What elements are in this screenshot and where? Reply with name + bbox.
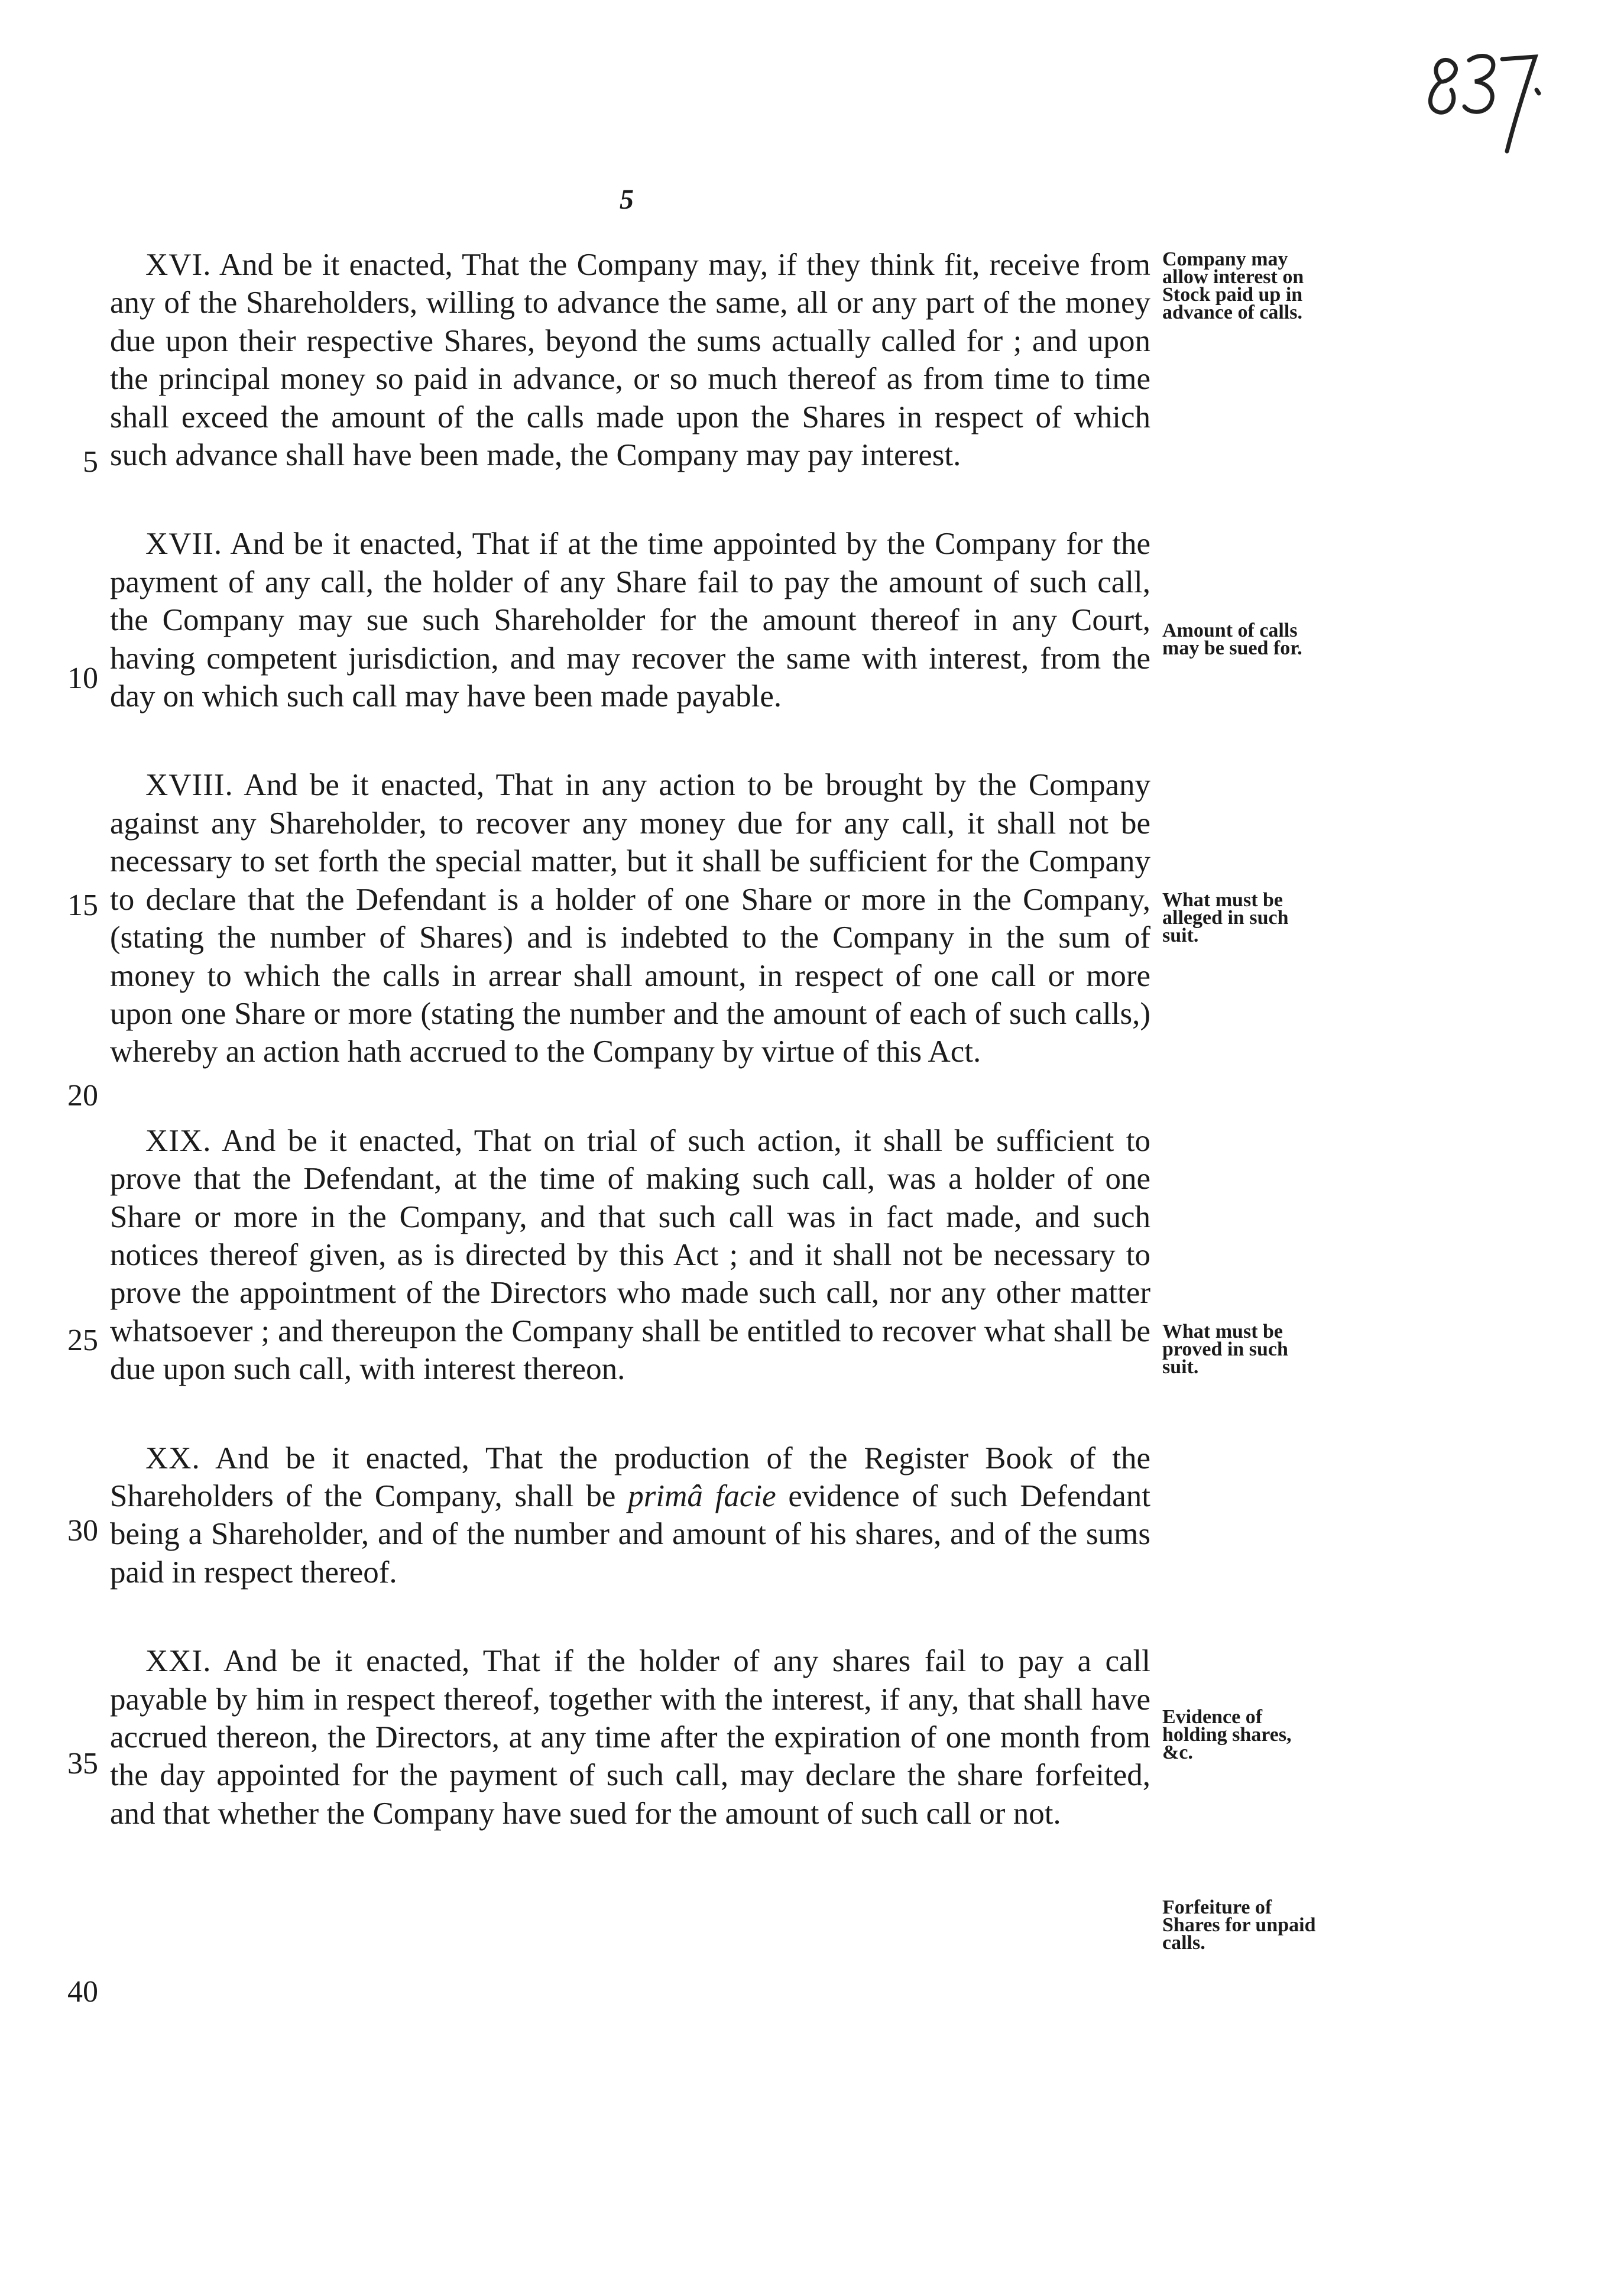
section-text: And be it enacted, That if the holder of any shares fail to pay a call payable by him in respect thereof, together with the interest, if any, that shall have accrued thereon, the Directors, at any time after the expiration of one month from the day appointed for the payment of such call, may declare the share forfeited, and that whether the Company have sued for the amount of such call or not. xyxy=(110,1644,1150,1831)
section-xvi xyxy=(110,246,1150,474)
section-text: And be it enacted, That if at the time appointed by the Company for the payment of any call, the holder of any Share fail to pay the amount of such call, the Company may sue such Shareholder for the amount thereof in any Court, having competent jurisdiction, and may recover the same with interest, from the day on which such call may have been made payable. xyxy=(110,527,1151,714)
section-number: XVIII. xyxy=(145,768,234,803)
section-number: XX. xyxy=(145,1441,200,1475)
line-number: 10 xyxy=(67,661,98,695)
line-number: 40 xyxy=(67,1975,98,2009)
line-number: 20 xyxy=(67,1079,98,1113)
page-number: 5 xyxy=(620,184,634,215)
side-note-xxi: Forfeiture of Shares for unpaid calls. xyxy=(1162,1896,1316,1954)
line-number: 30 xyxy=(67,1514,98,1548)
line-number: 25 xyxy=(67,1324,98,1357)
side-note-xx: Evidence of holding shares, &c. xyxy=(1162,1706,1292,1763)
section-xxi xyxy=(110,1642,1150,1833)
line-number: 35 xyxy=(67,1747,98,1781)
side-note-xvii: Amount of calls may be sued for. xyxy=(1162,620,1302,659)
section-text: And be it enacted, That the production of the Register Book of the Shareholders of the Company, shall be xyxy=(110,1441,1150,1513)
section-number: XVII. xyxy=(145,527,223,562)
line-number: 15 xyxy=(67,888,98,922)
section-number: XVI. xyxy=(145,248,212,282)
line-number: 5 xyxy=(83,445,98,479)
section-xx xyxy=(110,1439,1150,1592)
section-xvii xyxy=(110,525,1150,715)
side-note-xvi: Company may allow interest on Stock paid up in advance of calls. xyxy=(1162,248,1304,323)
section-xix xyxy=(110,1122,1150,1389)
line-numbers xyxy=(0,0,106,2296)
section-text-continued: evidence of such Defendant being a Shareholder, and of the number and amount of his shares, and of the sums paid in respect thereof. xyxy=(110,1478,1151,1590)
section-text: And be it enacted, That on trial of such action, it shall be sufficient to prove that the Defendant, at the time of making such call, was a holder of one Share or more in the Company, and that such call was in fact made, and such notices thereof given, as is directed by this Act ; and it shall not be necessary to prove the appointment of the Directors who made such call, nor any other matter whatsoever ; and thereupon the Company shall be entitled to recover what shall be due upon such call, with interest thereon. xyxy=(110,1123,1151,1387)
section-text: And be it enacted, That the Company may, if they think fit, receive from any of the Shareholders, willing to advance the same, all or any part of the money due upon their respective Shares, beyond the sums actually called for ; and upon the principal money so paid in advance, or so much thereof as from time to time shall exceed the amount of the calls made upon the Shares in respect of which such advance shall have been made, the Company may pay interest. xyxy=(110,248,1151,473)
section-emphasis: primâ facie xyxy=(628,1478,776,1513)
section-number: XXI. xyxy=(145,1644,212,1679)
section-text: And be it enacted, That in any action to be brought by the Company against any Shareholder, to recover any money due for any call, it shall not be necessary to set forth the special matter, but it shall be sufficient for the Company to declare that the Defendant is a holder of one Share or more in the Company, (stating the number of Shares) and is indebted to the Company in the sum of money to which the calls in arrear shall amount, in respect of one call or more upon one Share or more (stating the number and the amount of each of such calls,) whereby an action hath accrued to the Company by virtue of this Act. xyxy=(110,768,1150,1069)
section-number: XIX. xyxy=(145,1123,212,1158)
side-note-xix: What must be proved in such suit. xyxy=(1162,1321,1288,1378)
section-xviii xyxy=(110,766,1150,1071)
body-text xyxy=(110,246,1150,1833)
side-note-xviii: What must be alleged in such suit. xyxy=(1162,889,1289,946)
folio-handwritten xyxy=(1410,35,1552,166)
